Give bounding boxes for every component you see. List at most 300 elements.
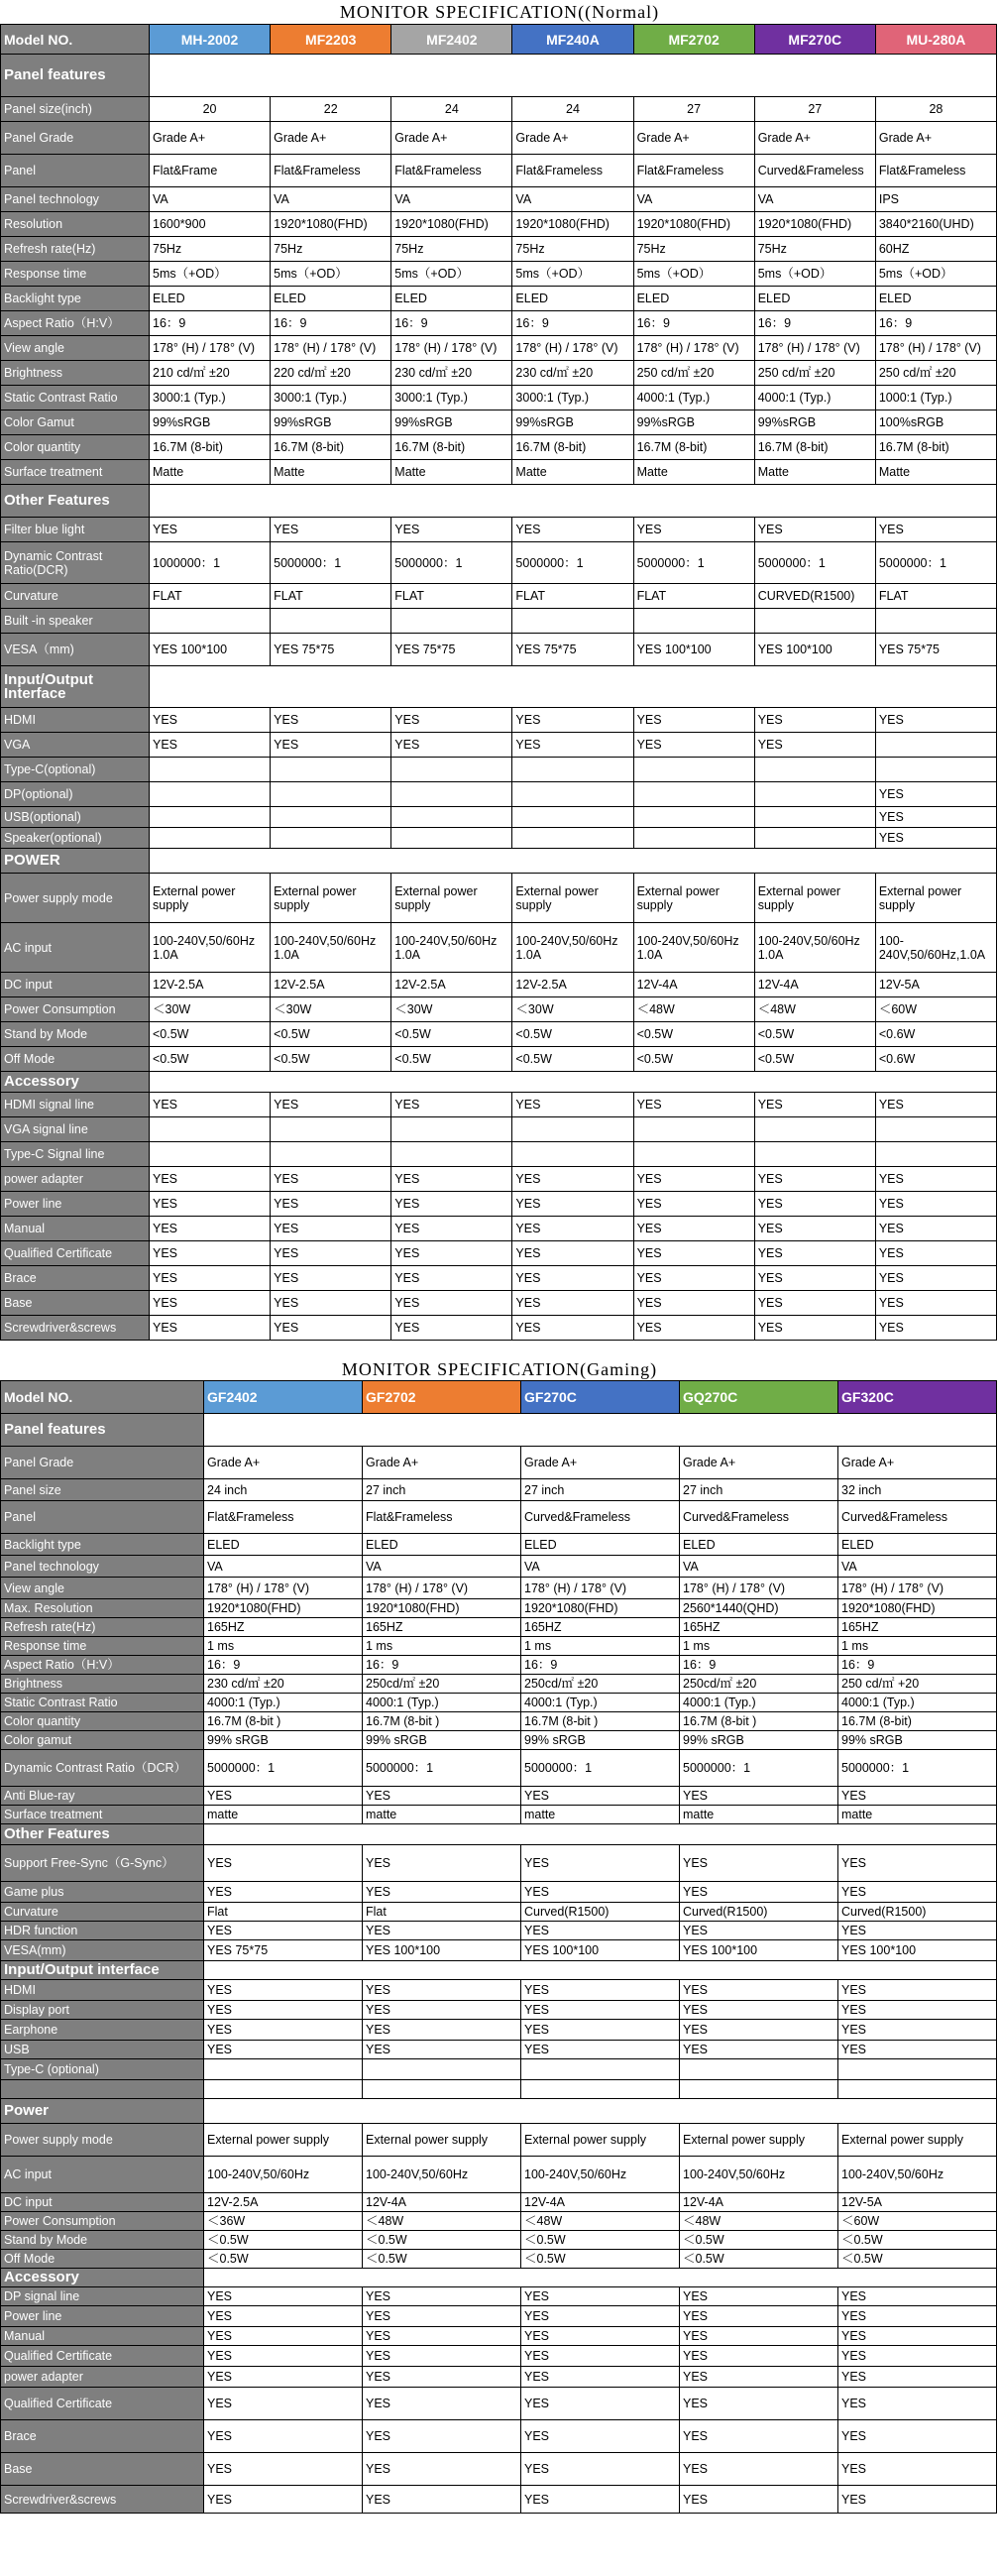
spec-value (271, 1117, 391, 1142)
spec-value: Flat (363, 1903, 521, 1922)
spec-value: YES (633, 518, 754, 542)
spec-value: YES (150, 1217, 271, 1241)
spec-value: YES (204, 1845, 363, 1882)
spec-value: YES (521, 1980, 680, 2001)
spec-row-type-c-signal-line (1, 1142, 997, 1167)
spec-value: Flat&Frameless (391, 155, 512, 187)
spec-value: 16：9 (150, 311, 271, 336)
spec-value: 4000:1 (Typ.) (204, 1694, 363, 1712)
spec-value: YES (150, 1241, 271, 1266)
spec-label: VESA(mm) (1, 1940, 204, 1961)
spec-value: 3000:1 (Typ.) (150, 386, 271, 410)
spec-value: ＜30W (271, 997, 391, 1022)
spec-row-qualified-certificate (1, 1241, 997, 1266)
spec-value: Flat&Frameless (633, 155, 754, 187)
spec-value: YES (512, 1167, 633, 1192)
spec-label: HDMI (1, 708, 150, 733)
spec-value: 75Hz (512, 237, 633, 262)
spec-value: YES (512, 733, 633, 758)
spec-value: External power supply (633, 874, 754, 923)
spec-row-power-supply-mode (1, 874, 997, 923)
spec-value: YES (838, 1845, 997, 1882)
spec-value: 165HZ (838, 1618, 997, 1637)
spec-value: ELED (838, 1534, 997, 1556)
section-blank (204, 1824, 997, 1845)
spec-row-filter-blue-light (1, 518, 997, 542)
spec-value: 27 (633, 97, 754, 122)
spec-value: ＜60W (875, 997, 996, 1022)
spec-value: YES (363, 1787, 521, 1806)
spec-row-panel-grade (1, 122, 997, 155)
spec-value: <0.5W (633, 1047, 754, 1072)
spec-value: External power supply (754, 874, 875, 923)
spec-row-view-angle (1, 336, 997, 361)
spec-row-power-line (1, 2306, 997, 2327)
spec-value: 99%sRGB (512, 410, 633, 435)
spec-label: HDMI signal line (1, 1093, 150, 1117)
spec-value: YES (521, 2453, 680, 2486)
spec-value: 100-240V,50/60Hz,1.0A (875, 923, 996, 973)
spec-row-color-gamut (1, 1731, 997, 1750)
spec-value: YES (391, 1241, 512, 1266)
section-blank (204, 2099, 997, 2124)
spec-value: 5ms（+OD） (633, 262, 754, 287)
spec-value: matte (521, 1806, 680, 1824)
spec-value: ＜60W (838, 2212, 997, 2231)
spec-value (875, 1142, 996, 1167)
spec-value: Flat&Frameless (512, 155, 633, 187)
spec-value: 178° (H) / 178° (V) (521, 1578, 680, 1599)
spec-value: <0.5W (512, 1047, 633, 1072)
spec-value: YES 100*100 (633, 634, 754, 666)
spec-value: Flat&Frameless (875, 155, 996, 187)
spec-value (150, 609, 271, 634)
spec-row-brightness (1, 1675, 997, 1694)
spec-value: YES (680, 1845, 838, 1882)
spec-value: 5ms（+OD） (150, 262, 271, 287)
model-no-header: Model NO. (1, 25, 150, 55)
spec-value: YES (521, 1882, 680, 1903)
spec-value: ＜0.5W (204, 2250, 363, 2269)
spec-value: External power supply (838, 2124, 997, 2157)
spec-value: YES (391, 1167, 512, 1192)
spec-value: YES (838, 2453, 997, 2486)
spec-row-static-contrast-ratio (1, 1694, 997, 1712)
spec-label: HDMI (1, 1980, 204, 2001)
spec-value: 100-240V,50/60Hz 1.0A (633, 923, 754, 973)
spec-label: Brightness (1, 361, 150, 386)
spec-value (150, 1117, 271, 1142)
spec-value: VA (633, 187, 754, 212)
spec-value: YES (754, 1266, 875, 1291)
spec-value: VA (150, 187, 271, 212)
spec-label: DC input (1, 973, 150, 997)
spec-value: 210 cd/㎡ ±20 (150, 361, 271, 386)
spec-row-screwdriver-screws (1, 2486, 997, 2514)
spec-value: 16.7M (8-bit ) (363, 1712, 521, 1731)
section-header-panel-features: Panel features (1, 1414, 204, 1447)
spec-row-color-quantity (1, 435, 997, 460)
spec-label: VESA（mm) (1, 634, 150, 666)
spec-label: Color quantity (1, 435, 150, 460)
spec-value: 99% sRGB (521, 1731, 680, 1750)
spec-value: 12V-2.5A (204, 2193, 363, 2212)
spec-value: YES (754, 1241, 875, 1266)
spec-value: <0.5W (391, 1022, 512, 1047)
spec-row-power-supply-mode (1, 2124, 997, 2157)
spec-value: 16：9 (875, 311, 996, 336)
spec-value: YES (204, 2020, 363, 2041)
spec-value: YES (838, 2306, 997, 2327)
spec-row-usb-optional (1, 807, 997, 828)
spec-value: External power supply (875, 874, 996, 923)
spec-value: YES (204, 2287, 363, 2306)
spec-value: YES (204, 2388, 363, 2420)
spec-value: 165HZ (204, 1618, 363, 1637)
spec-row-display-port (1, 2001, 997, 2020)
spec-value: ＜48W (754, 997, 875, 1022)
spec-value: 4000:1 (Typ.) (680, 1694, 838, 1712)
gaming-section-row (1, 1961, 997, 1980)
spec-value: FLAT (391, 584, 512, 609)
spec-row-aspect-ratio-h-v (1, 1656, 997, 1675)
spec-value: 100%sRGB (875, 410, 996, 435)
spec-value: YES (512, 1291, 633, 1316)
spec-value: 12V-2.5A (271, 973, 391, 997)
spec-row-refresh-rate-hz (1, 237, 997, 262)
spec-value: 75Hz (150, 237, 271, 262)
spec-row-manual (1, 1217, 997, 1241)
spec-value: Grade A+ (363, 1447, 521, 1479)
spec-row-surface-treatment (1, 1806, 997, 1824)
spec-value: YES (271, 518, 391, 542)
spec-row-earphone (1, 2020, 997, 2041)
spec-value: 12V-5A (875, 973, 996, 997)
spec-value: YES (875, 1291, 996, 1316)
spec-value (633, 807, 754, 828)
spec-label: View angle (1, 336, 150, 361)
spec-row-dp-signal-line (1, 2287, 997, 2306)
spec-value: YES (204, 2453, 363, 2486)
spec-value: ELED (512, 287, 633, 311)
spec-value: YES (521, 1845, 680, 1882)
spec-label: USB(optional) (1, 807, 150, 828)
spec-value: 16.7M (8-bit ) (680, 1712, 838, 1731)
spec-row-color-quantity (1, 1712, 997, 1731)
spec-label: Max. Resolution (1, 1599, 204, 1618)
spec-value (521, 2059, 680, 2080)
spec-row-power-consumption (1, 997, 997, 1022)
model-header-mf2702: MF2702 (633, 25, 754, 55)
spec-value (680, 2080, 838, 2099)
spec-value: YES (838, 2367, 997, 2388)
spec-value: 5000000：1 (204, 1750, 363, 1787)
spec-value: Curved&Frameless (754, 155, 875, 187)
spec-value: 165HZ (680, 1618, 838, 1637)
spec-value: YES 75*75 (512, 634, 633, 666)
spec-value: 27 inch (680, 1479, 838, 1501)
spec-row-vesa-mm (1, 634, 997, 666)
normal-section-row (1, 1072, 997, 1093)
spec-value: YES (633, 1266, 754, 1291)
model-header-gq270c: GQ270C (680, 1381, 838, 1414)
spec-value: 4000:1 (Typ.) (521, 1694, 680, 1712)
spec-value: 5000000：1 (680, 1750, 838, 1787)
spec-value: ＜0.5W (838, 2250, 997, 2269)
spec-value: <0.5W (754, 1047, 875, 1072)
spec-value (680, 2059, 838, 2080)
section-header-other-features: Other Features (1, 1824, 204, 1845)
spec-value: 100-240V,50/60Hz 1.0A (391, 923, 512, 973)
spec-value: 99%sRGB (754, 410, 875, 435)
spec-value: 250 cd/㎡ ±20 (754, 361, 875, 386)
model-header-gf320c: GF320C (838, 1381, 997, 1414)
spec-value (838, 2059, 997, 2080)
normal-spec-table (0, 24, 997, 1341)
spec-value: 16.7M (8-bit) (754, 435, 875, 460)
spec-value: matte (680, 1806, 838, 1824)
spec-value: Matte (754, 460, 875, 485)
gaming-section-row (1, 1824, 997, 1845)
spec-value (363, 2059, 521, 2080)
normal-header-row (1, 25, 997, 55)
spec-value: YES (150, 1192, 271, 1217)
spec-value: 5000000：1 (754, 542, 875, 584)
normal-section-row (1, 55, 997, 97)
gaming-section-row (1, 2099, 997, 2124)
spec-value: YES (204, 2420, 363, 2453)
spec-value: FLAT (633, 584, 754, 609)
spec-value (875, 733, 996, 758)
spec-value: YES (204, 2327, 363, 2346)
spec-value: 5000000：1 (271, 542, 391, 584)
spec-value: YES (204, 1922, 363, 1940)
spec-value: YES (363, 2388, 521, 2420)
spec-value: 1920*1080(FHD) (391, 212, 512, 237)
spec-value: 178° (H) / 178° (V) (363, 1578, 521, 1599)
spec-value: External power supply (204, 2124, 363, 2157)
spec-value (391, 1117, 512, 1142)
spec-row-base (1, 1291, 997, 1316)
normal-section-row (1, 666, 997, 708)
spec-value: YES (271, 733, 391, 758)
spec-value: 12V-4A (680, 2193, 838, 2212)
spec-value: YES (150, 518, 271, 542)
spec-label: Qualified Certificate (1, 2346, 204, 2367)
spec-row-built-in-speaker (1, 609, 997, 634)
spec-value: YES (391, 1217, 512, 1241)
spec-label: Aspect Ratio（H:V） (1, 311, 150, 336)
spec-value: 1920*1080(FHD) (363, 1599, 521, 1618)
spec-value: 178° (H) / 178° (V) (633, 336, 754, 361)
spec-label: Manual (1, 2327, 204, 2346)
spec-value: External power supply (512, 874, 633, 923)
spec-value: 230 cd/㎡ ±20 (391, 361, 512, 386)
spec-value (391, 807, 512, 828)
spec-value: YES (204, 2367, 363, 2388)
spec-value: ＜0.5W (204, 2231, 363, 2250)
model-no-header: Model NO. (1, 1381, 204, 1414)
spec-value: 250cd/㎡ ±20 (680, 1675, 838, 1694)
spec-value: ＜48W (363, 2212, 521, 2231)
spec-value: YES (680, 2346, 838, 2367)
spec-value: 20 (150, 97, 271, 122)
spec-value: YES (754, 733, 875, 758)
spec-row-manual (1, 2327, 997, 2346)
spec-value: YES (512, 518, 633, 542)
spec-value: YES 75*75 (391, 634, 512, 666)
spec-row-vesa-mm (1, 1940, 997, 1961)
spec-row-backlight-type (1, 1534, 997, 1556)
spec-value: YES (680, 2367, 838, 2388)
spec-value: YES (363, 2001, 521, 2020)
spec-row-response-time (1, 1637, 997, 1656)
spec-value: YES (521, 2486, 680, 2514)
spec-value: 1920*1080(FHD) (521, 1599, 680, 1618)
spec-value: 100-240V,50/60Hz 1.0A (754, 923, 875, 973)
spec-value: YES (150, 1167, 271, 1192)
spec-value: External power supply (391, 874, 512, 923)
spec-value: YES (680, 2001, 838, 2020)
spec-value: 230 cd/㎡ ±20 (204, 1675, 363, 1694)
spec-value: 75Hz (754, 237, 875, 262)
spec-value (391, 758, 512, 782)
spec-value: IPS (875, 187, 996, 212)
spec-value: <0.5W (271, 1022, 391, 1047)
spec-value: YES (271, 1316, 391, 1341)
section-blank (150, 485, 997, 518)
spec-row-ac-input (1, 923, 997, 973)
spec-value: 16：9 (391, 311, 512, 336)
spec-label: Color quantity (1, 1712, 204, 1731)
spec-row-aspect-ratio-h-v (1, 311, 997, 336)
spec-label: Game plus (1, 1882, 204, 1903)
spec-label: Support Free-Sync（G-Sync） (1, 1845, 204, 1882)
spec-value (875, 609, 996, 634)
model-header-mf270c: MF270C (754, 25, 875, 55)
spec-value: 24 inch (204, 1479, 363, 1501)
spec-value: 1 ms (363, 1637, 521, 1656)
spec-label: Qualified Certificate (1, 1241, 150, 1266)
spec-value: Grade A+ (680, 1447, 838, 1479)
spec-label: Surface treatment (1, 1806, 204, 1824)
spec-value (838, 2080, 997, 2099)
spec-row-view-angle (1, 1578, 997, 1599)
spec-value: ＜48W (633, 997, 754, 1022)
spec-value: YES (838, 2420, 997, 2453)
spec-value: YES (512, 1266, 633, 1291)
spec-value: YES 75*75 (271, 634, 391, 666)
spec-value: YES (754, 1167, 875, 1192)
spec-value: VA (680, 1556, 838, 1578)
spec-value: 3000:1 (Typ.) (271, 386, 391, 410)
spec-value (512, 782, 633, 807)
spec-value: 220 cd/㎡ ±20 (271, 361, 391, 386)
spec-value: YES (754, 1192, 875, 1217)
spec-value: YES (633, 1241, 754, 1266)
spec-value: YES (521, 2306, 680, 2327)
spec-value: YES (875, 1167, 996, 1192)
section-header-input-output-interface: Input/Output Interface (1, 666, 150, 708)
spec-value (633, 609, 754, 634)
spec-row-dc-input (1, 973, 997, 997)
spec-value: 100-240V,50/60Hz 1.0A (150, 923, 271, 973)
spec-value (391, 782, 512, 807)
spec-value: YES (363, 2367, 521, 2388)
section-header-other-features: Other Features (1, 485, 150, 518)
spec-value: 99% sRGB (204, 1731, 363, 1750)
spec-value: YES (204, 2041, 363, 2059)
spec-value: 16.7M (8-bit ) (521, 1712, 680, 1731)
spec-value: Matte (633, 460, 754, 485)
spec-value: YES (754, 1217, 875, 1241)
spec-value: 12V-4A (633, 973, 754, 997)
spec-value: 99% sRGB (838, 1731, 997, 1750)
spec-value: YES (521, 2041, 680, 2059)
spec-value: 16.7M (8-bit) (633, 435, 754, 460)
spec-value (512, 609, 633, 634)
spec-value: 5000000：1 (391, 542, 512, 584)
spec-value: YES (633, 1217, 754, 1241)
spec-value: YES (204, 1787, 363, 1806)
spec-value: 16：9 (363, 1656, 521, 1675)
spec-value: YES (838, 2020, 997, 2041)
spec-value: 1600*900 (150, 212, 271, 237)
spec-label: Static Contrast Ratio (1, 1694, 204, 1712)
spec-value: Matte (271, 460, 391, 485)
spec-value (271, 609, 391, 634)
spec-value: 27 (754, 97, 875, 122)
spec-value: YES (512, 1192, 633, 1217)
spec-value: YES (150, 733, 271, 758)
spec-label: Type-C (optional) (1, 2059, 204, 2080)
spec-value: 5000000：1 (633, 542, 754, 584)
spec-value (150, 807, 271, 828)
spec-row-anti-blue-ray (1, 1787, 997, 1806)
spec-value: External power supply (680, 2124, 838, 2157)
spec-value: YES (521, 1922, 680, 1940)
spec-value: YES (391, 1291, 512, 1316)
spec-value: 4000:1 (Typ.) (838, 1694, 997, 1712)
spec-value: 250 cd/㎡ ±20 (875, 361, 996, 386)
section-blank (204, 1961, 997, 1980)
spec-label: Color Gamut (1, 410, 150, 435)
spec-value: 1920*1080(FHD) (512, 212, 633, 237)
spec-row-panel (1, 1501, 997, 1534)
spec-row-power-consumption (1, 2212, 997, 2231)
spec-value: Grade A+ (754, 122, 875, 155)
section-blank (204, 2269, 997, 2287)
spec-value: YES (838, 1980, 997, 2001)
spec-value: Curved&Frameless (838, 1501, 997, 1534)
spec-label: AC input (1, 2157, 204, 2193)
spec-value: 178° (H) / 178° (V) (680, 1578, 838, 1599)
spec-value: YES (271, 1291, 391, 1316)
spec-value: 100-240V,50/60Hz (680, 2157, 838, 2193)
spec-value: YES (838, 1922, 997, 1940)
spec-value: ＜0.5W (680, 2231, 838, 2250)
spec-value: ＜30W (150, 997, 271, 1022)
spec-value: 5ms（+OD） (875, 262, 996, 287)
spec-value: Matte (391, 460, 512, 485)
spec-label: HDR function (1, 1922, 204, 1940)
spec-value: VA (512, 187, 633, 212)
spec-value: <0.5W (150, 1022, 271, 1047)
spec-value: YES (363, 2486, 521, 2514)
spec-value: YES (838, 2388, 997, 2420)
spec-value: YES (512, 1316, 633, 1341)
spec-value: 4000:1 (Typ.) (754, 386, 875, 410)
